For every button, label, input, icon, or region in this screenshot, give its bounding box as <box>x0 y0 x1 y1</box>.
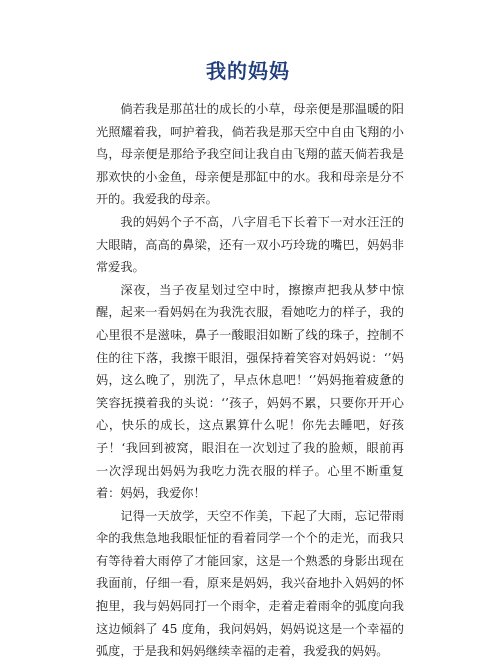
article-body <box>96 98 404 663</box>
paragraph-3: 深夜，当子夜星划过空中时，擦擦声把我从梦中惊醒，起来一看妈妈在为我洗衣服，看她吃力的样子，我的心里很不是滋味，鼻子一酸眼泪如断了线的珠子，控制不住的往下落，我擦干眼泪，强保持着笑容对妈妈说：‘’妈妈，这么晚了，别洗了，早点休息吧！‘’妈妈拖着疲惫的笑容抚摸着我的头说：‘’孩子，妈妈不累，只要你开开心心，快乐的成长，这点累算什么呢！你先去睡吧，好孩子！‘我回到被窝，眼泪在一次划过了我的脸颊，眼前再一次浮现出妈妈为我吃力洗衣服的样子。心里不断重复着：妈妈，我爱你！ <box>96 282 404 501</box>
paragraph-1: 倘若我是那茁壮的成长的小草，母亲便是那温暖的阳光照耀着我，呵护着我，倘若我是那天空中自由飞翔的小鸟，母亲便是那给予我空间让我自由飞翔的蓝天倘若我是那欢快的小金鱼，母亲便是那缸中的水。我和母亲是分不开的。我爱我的母亲。 <box>96 102 404 207</box>
article-title: 我的妈妈 <box>206 59 290 83</box>
paragraph-4: 记得一天放学，天空不作美，下起了大雨，忘记带雨伞的我焦急地我眼怔怔的看着同学一个个的走光，而我只有等待着大雨停了才能回家，这是一个熟悉的身影出现在我面前，仔细一看，原来是妈妈，我兴奋地扑入妈妈的怀抱里，我与妈妈同打一个雨伞，走着走着雨伞的弧度向我这边倾斜了 45 度角，我问妈妈，妈妈说这是一个幸福的弧度，于是我和妈妈继续幸福的走着，我爱我的妈妈。 <box>96 508 404 659</box>
paragraph-2: 我的妈妈个子不高，八字眉毛下长着下一对水汪汪的大眼睛，高高的鼻梁，还有一双小巧玲珑的嘴巴，妈妈非常爱我。 <box>96 214 404 275</box>
